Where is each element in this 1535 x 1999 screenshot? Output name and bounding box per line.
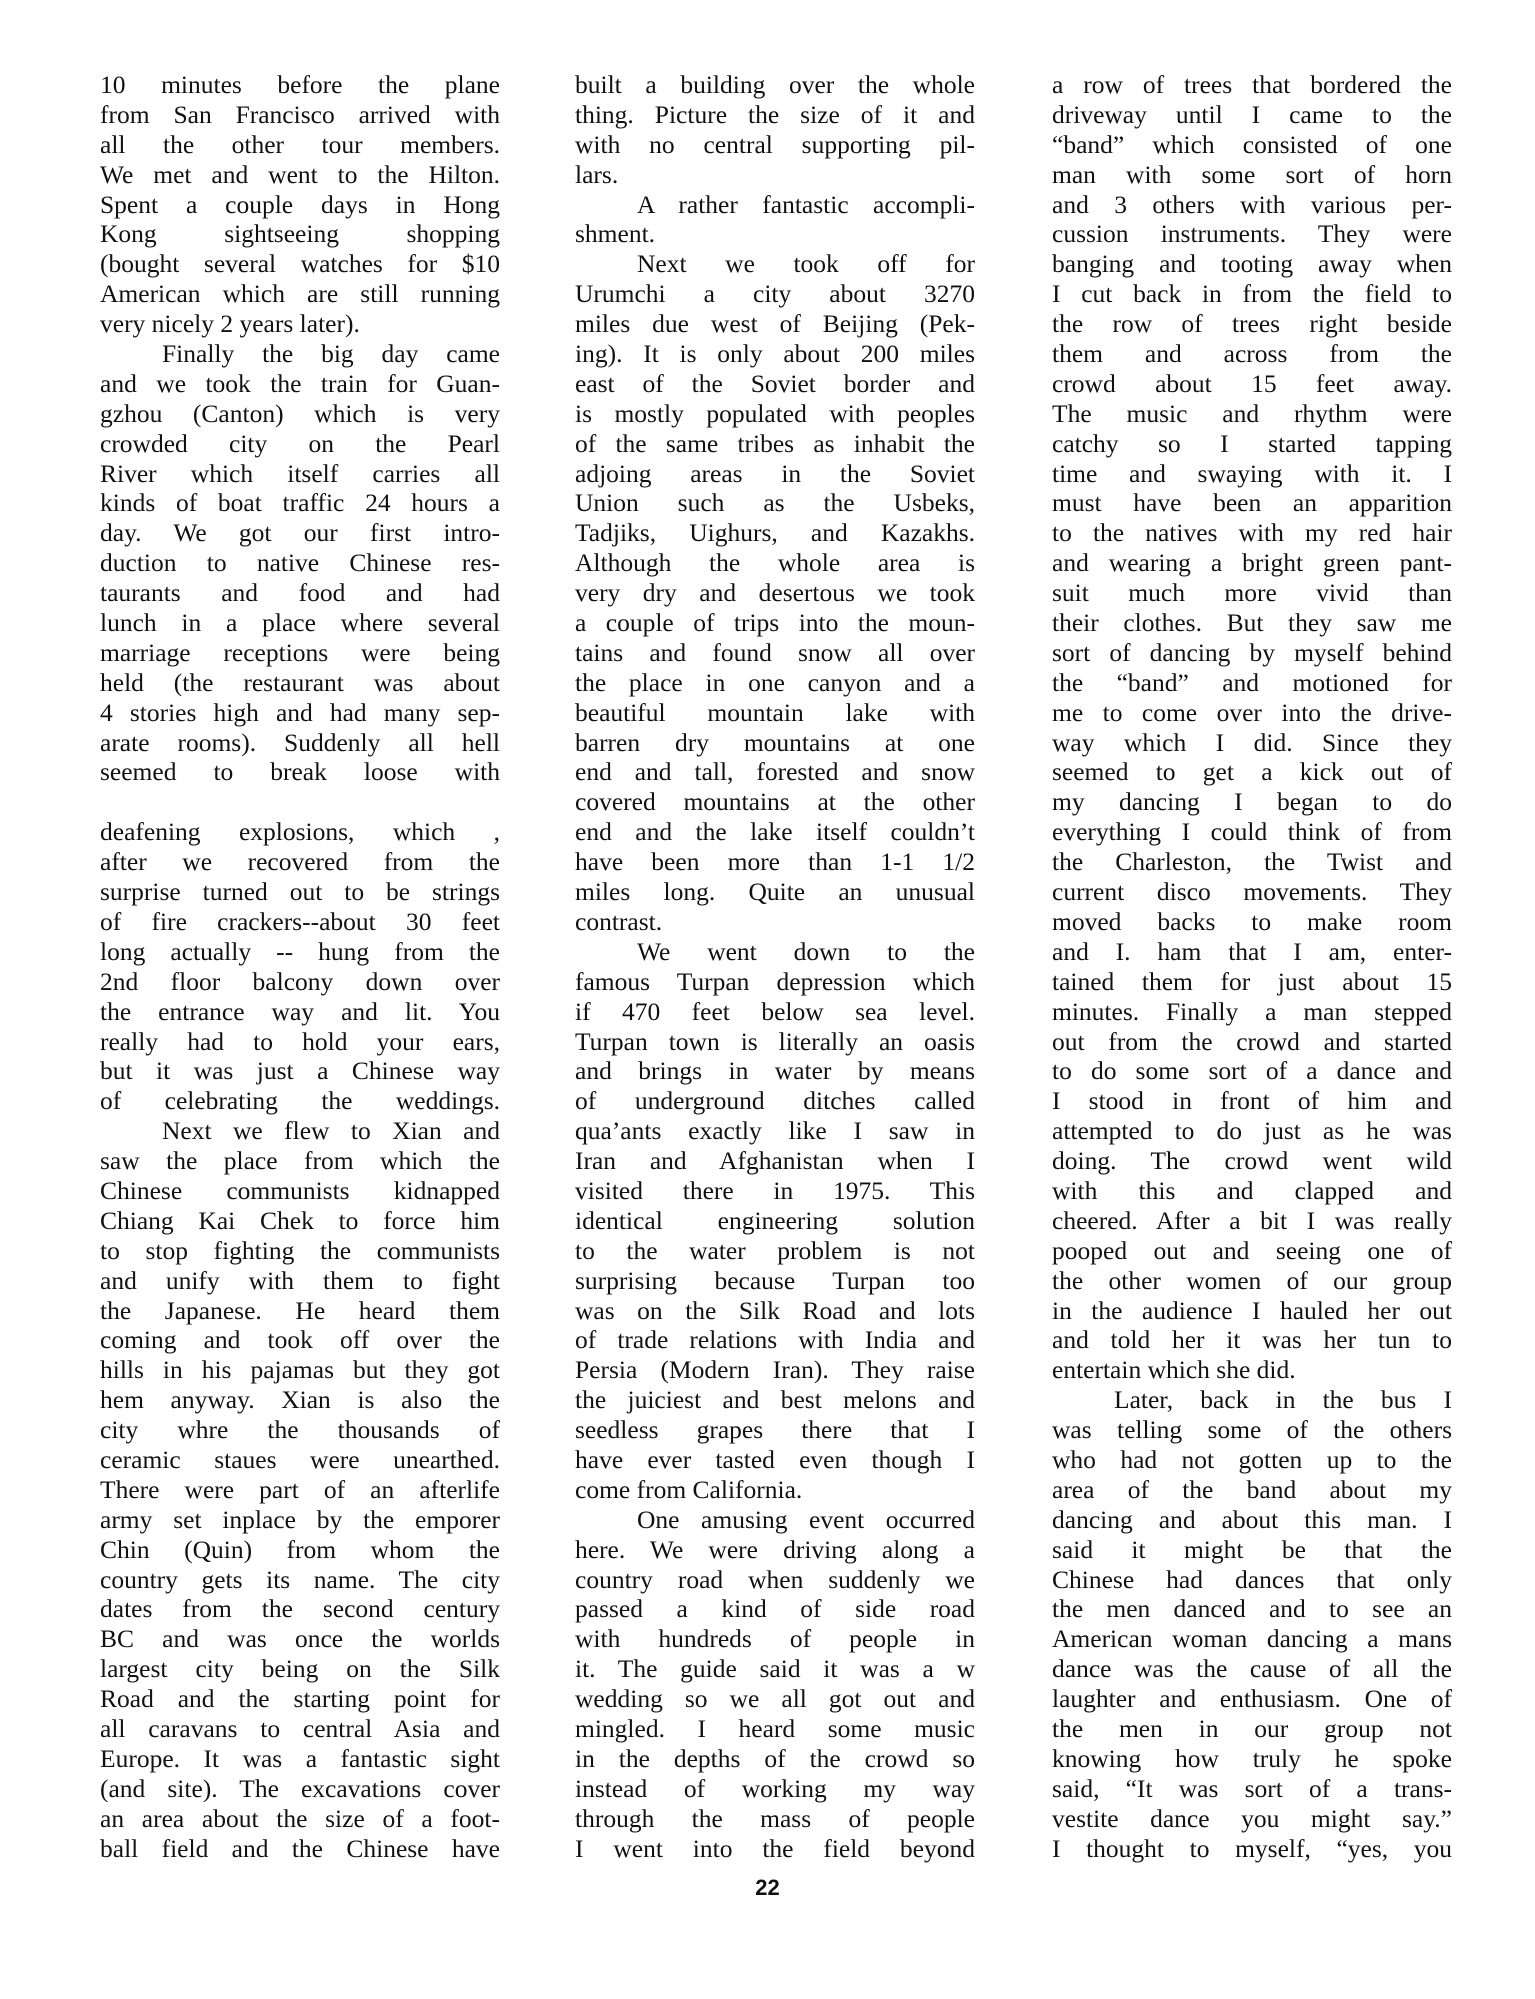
text-line: deafening explosions, which , — [100, 817, 500, 847]
text-line: A rather fantastic accompli- — [637, 189, 975, 219]
text-line: very nicely 2 years later). — [100, 309, 360, 339]
text-line: everything I could think of from — [1052, 817, 1452, 847]
text-line: the other women of our group — [1052, 1265, 1452, 1295]
text-line: really had to hold your ears, — [100, 1026, 500, 1056]
text-line: “band” which consisted of one — [1052, 129, 1452, 159]
text-line: We met and went to the Hilton. — [100, 159, 500, 189]
text-line: all the other tour members. — [100, 129, 500, 159]
text-line: 10 minutes before the plane — [100, 70, 500, 99]
text-line: miles long. Quite an unusual — [575, 877, 975, 907]
text-line: visited there in 1975. This — [575, 1175, 975, 1205]
text-line: tained them for just about 15 — [1052, 966, 1452, 996]
text-line: BC and was once the worlds — [100, 1624, 500, 1654]
text-line: I stood in front of him and — [1052, 1086, 1452, 1116]
text-line: pooped out and seeing one of — [1052, 1235, 1452, 1265]
text-line: and we took the train for Guan- — [100, 368, 500, 398]
text-line: shment. — [575, 219, 656, 249]
text-line: attempted to do just as he was — [1052, 1116, 1452, 1146]
text-line: knowing how truly he spoke — [1052, 1743, 1452, 1773]
text-line: the juiciest and best melons and — [575, 1385, 975, 1415]
text-line: I thought to myself, “yes, you — [1052, 1833, 1452, 1863]
text-line: end and tall, forested and snow — [575, 757, 975, 787]
text-line: a couple of trips into the moun- — [575, 608, 975, 638]
text-line: famous Turpan depression which — [575, 966, 975, 996]
text-line: of underground ditches called — [575, 1086, 975, 1116]
text-line: wedding so we all got out and — [575, 1684, 975, 1714]
text-line: seemed to break loose with — [100, 757, 500, 787]
text-line: was telling some of the others — [1052, 1415, 1452, 1445]
text-line: very dry and desertous we took — [575, 578, 975, 608]
text-line: One amusing event occurred — [637, 1504, 975, 1534]
text-line: after we recovered from the — [100, 847, 500, 877]
text-line: dance was the cause of all the — [1052, 1654, 1452, 1684]
text-line: Iran and Afghanistan when I — [575, 1146, 975, 1176]
text-line: contrast. — [575, 906, 663, 936]
text-line: out from the crowd and started — [1052, 1026, 1452, 1056]
text-line: my dancing I began to do — [1052, 787, 1452, 817]
text-line: their clothes. But they saw me — [1052, 608, 1452, 638]
text-line: (bought several watches for $10 — [100, 249, 500, 279]
text-line: mingled. I heard some music — [575, 1713, 975, 1743]
text-line: it. The guide said it was a w — [575, 1654, 975, 1684]
text-line: duction to native Chinese res- — [100, 548, 500, 578]
text-line: hem anyway. Xian is also the — [100, 1385, 500, 1415]
text-line: passed a kind of side road — [575, 1594, 975, 1624]
text-line: vestite dance you might say.” — [1052, 1803, 1452, 1833]
text-line: long actually -- hung from the — [100, 936, 500, 966]
text-line: dates from the second century — [100, 1594, 500, 1624]
text-line: I cut back in from the field to — [1052, 279, 1452, 309]
text-line: with hundreds of people in — [575, 1624, 975, 1654]
text-line: Chiang Kai Chek to force him — [100, 1205, 500, 1235]
text-line: here. We were driving along a — [575, 1534, 975, 1564]
text-line: to stop fighting the communists — [100, 1235, 500, 1265]
text-line: is mostly populated with peoples — [575, 398, 975, 428]
text-line: arate rooms). Suddenly all hell — [100, 727, 500, 757]
text-line: beautiful mountain lake with — [575, 697, 975, 727]
text-line: Next we flew to Xian and — [162, 1116, 500, 1146]
text-line: American woman dancing a mans — [1052, 1624, 1452, 1654]
text-line: Later, back in the bus I — [1114, 1385, 1452, 1415]
text-line: taurants and food and had — [100, 578, 500, 608]
text-line: with this and clapped and — [1052, 1175, 1452, 1205]
text-line: to do some sort of a dance and — [1052, 1056, 1452, 1086]
text-line: barren dry mountains at one — [575, 727, 975, 757]
text-line: with no central supporting pil- — [575, 129, 975, 159]
text-line: said, “It was sort of a trans- — [1052, 1773, 1452, 1803]
text-line: of the same tribes as inhabit the — [575, 428, 975, 458]
text-line: qua’ants exactly like I saw in — [575, 1116, 975, 1146]
text-line: Next we took off for — [637, 249, 975, 279]
text-line: end and the lake itself couldn’t — [575, 817, 975, 847]
text-line: and unify with them to fight — [100, 1265, 500, 1295]
text-line: gzhou (Canton) which is very — [100, 398, 500, 428]
column-break-gap — [100, 787, 500, 817]
text-line: day. We got our first intro- — [100, 518, 500, 548]
text-line: Spent a couple days in Hong — [100, 189, 500, 219]
text-line: the Charleston, the Twist and — [1052, 847, 1452, 877]
text-line: Tadjiks, Uighurs, and Kazakhs. — [575, 518, 975, 548]
text-line: must have been an apparition — [1052, 488, 1452, 518]
text-line: The music and rhythm were — [1052, 398, 1452, 428]
text-line: Although the whole area is — [575, 548, 975, 578]
text-line: time and swaying with it. I — [1052, 458, 1452, 488]
text-line: a row of trees that bordered the — [1052, 70, 1452, 99]
text-line: driveway until I came to the — [1052, 99, 1452, 129]
text-line: lunch in a place where several — [100, 608, 500, 638]
text-line: (and site). The excavations cover — [100, 1773, 500, 1803]
text-line: doing. The crowd went wild — [1052, 1146, 1452, 1176]
text-column-2 — [575, 70, 975, 1863]
text-line: come from California. — [575, 1474, 803, 1504]
text-column-1 — [100, 70, 500, 1863]
text-line: marriage receptions were being — [100, 637, 500, 667]
text-line: ing). It is only about 200 miles — [575, 339, 975, 369]
text-line: to the water problem is not — [575, 1235, 975, 1265]
text-line: seemed to get a kick out of — [1052, 757, 1452, 787]
text-line: Finally the big day came — [162, 339, 500, 369]
text-line: suit much more vivid than — [1052, 578, 1452, 608]
text-line: Urumchi a city about 3270 — [575, 279, 975, 309]
text-line: 2nd floor balcony down over — [100, 966, 500, 996]
text-line: banging and tooting away when — [1052, 249, 1452, 279]
text-line: Chinese communists kidnapped — [100, 1175, 500, 1205]
text-line: ceramic staues were unearthed. — [100, 1444, 500, 1474]
text-line: way which I did. Since they — [1052, 727, 1452, 757]
text-line: said it might be that the — [1052, 1534, 1452, 1564]
text-line: laughter and enthusiasm. One of — [1052, 1684, 1452, 1714]
text-line: have ever tasted even though I — [575, 1444, 975, 1474]
text-line: the place in one canyon and a — [575, 667, 975, 697]
text-line: instead of working my way — [575, 1773, 975, 1803]
text-line: surprise turned out to be strings — [100, 877, 500, 907]
text-line: the men danced and to see an — [1052, 1594, 1452, 1624]
text-line: moved backs to make room — [1052, 906, 1452, 936]
text-line: all caravans to central Asia and — [100, 1713, 500, 1743]
text-line: crowd about 15 feet away. — [1052, 368, 1452, 398]
text-line: if 470 feet below sea level. — [575, 996, 975, 1026]
text-line: lars. — [575, 159, 619, 189]
text-line: River which itself carries all — [100, 458, 500, 488]
text-line: minutes. Finally a man stepped — [1052, 996, 1452, 1026]
text-line: and I. ham that I am, enter- — [1052, 936, 1452, 966]
text-line: thing. Picture the size of it and — [575, 99, 975, 129]
text-line: in the depths of the crowd so — [575, 1743, 975, 1773]
text-line: Persia (Modern Iran). They raise — [575, 1355, 975, 1385]
text-line: We went down to the — [637, 936, 975, 966]
text-line: an area about the size of a foot- — [100, 1803, 500, 1833]
text-line: Kong sightseeing shopping — [100, 219, 500, 249]
text-line: and told her it was her tun to — [1052, 1325, 1452, 1355]
text-line: country gets its name. The city — [100, 1564, 500, 1594]
text-line: the row of trees right beside — [1052, 309, 1452, 339]
text-line: tains and found snow all over — [575, 637, 975, 667]
text-line: to the natives with my red hair — [1052, 518, 1452, 548]
text-line: and 3 others with various per- — [1052, 189, 1452, 219]
text-line: 4 stories high and had many sep- — [100, 697, 500, 727]
text-line: through the mass of people — [575, 1803, 975, 1833]
text-line: saw the place from which the — [100, 1146, 500, 1176]
text-line: sort of dancing by myself behind — [1052, 637, 1452, 667]
text-line: city whre the thousands of — [100, 1415, 500, 1445]
text-line: surprising because Turpan too — [575, 1265, 975, 1295]
text-line: hills in his pajamas but they got — [100, 1355, 500, 1385]
text-line: American which are still running — [100, 279, 500, 309]
text-line: area of the band about my — [1052, 1474, 1452, 1504]
text-line: seedless grapes there that I — [575, 1415, 975, 1445]
text-line: but it was just a Chinese way — [100, 1056, 500, 1086]
text-line: of fire crackers--about 30 feet — [100, 906, 500, 936]
text-line: Chin (Quin) from whom the — [100, 1534, 500, 1564]
text-line: covered mountains at the other — [575, 787, 975, 817]
text-line: the men in our group not — [1052, 1713, 1452, 1743]
text-line: Europe. It was a fantastic sight — [100, 1743, 500, 1773]
text-line: man with some sort of horn — [1052, 159, 1452, 189]
text-line: Union such as the Usbeks, — [575, 488, 975, 518]
text-line: I went into the field beyond — [575, 1833, 975, 1863]
text-line: dancing and about this man. I — [1052, 1504, 1452, 1534]
text-line: crowded city on the Pearl — [100, 428, 500, 458]
text-line: miles due west of Beijing (Pek- — [575, 309, 975, 339]
text-line: There were part of an afterlife — [100, 1474, 500, 1504]
text-line: have been more than 1-1 1/2 — [575, 847, 975, 877]
text-line: held (the restaurant was about — [100, 667, 500, 697]
text-line: Chinese had dances that only — [1052, 1564, 1452, 1594]
text-line: ball field and the Chinese have — [100, 1833, 500, 1863]
text-line: of trade relations with India and — [575, 1325, 975, 1355]
text-line: the entrance way and lit. You — [100, 996, 500, 1026]
text-line: cussion instruments. They were — [1052, 219, 1452, 249]
text-line: identical engineering solution — [575, 1205, 975, 1235]
text-line: largest city being on the Silk — [100, 1654, 500, 1684]
text-line: of celebrating the weddings. — [100, 1086, 500, 1116]
text-line: was on the Silk Road and lots — [575, 1295, 975, 1325]
text-line: country road when suddenly we — [575, 1564, 975, 1594]
text-line: entertain which she did. — [1052, 1355, 1296, 1385]
text-line: them and across from the — [1052, 339, 1452, 369]
text-line: kinds of boat traffic 24 hours a — [100, 488, 500, 518]
text-line: east of the Soviet border and — [575, 368, 975, 398]
text-line: the Japanese. He heard them — [100, 1295, 500, 1325]
text-line: the “band” and motioned for — [1052, 667, 1452, 697]
text-line: me to come over into the drive- — [1052, 697, 1452, 727]
text-line: adjoing areas in the Soviet — [575, 458, 975, 488]
text-column-3 — [1052, 70, 1452, 1863]
text-line: Turpan town is literally an oasis — [575, 1026, 975, 1056]
text-line: from San Francisco arrived with — [100, 99, 500, 129]
text-line: cheered. After a bit I was really — [1052, 1205, 1452, 1235]
text-line: army set inplace by the emporer — [100, 1504, 500, 1534]
text-line: who had not gotten up to the — [1052, 1444, 1452, 1474]
text-line: Road and the starting point for — [100, 1684, 500, 1714]
text-line: coming and took off over the — [100, 1325, 500, 1355]
text-line: and brings in water by means — [575, 1056, 975, 1086]
text-line: built a building over the whole — [575, 70, 975, 99]
text-line: and wearing a bright green pant- — [1052, 548, 1452, 578]
page-number: 22 — [755, 1875, 780, 1900]
text-line: in the audience I hauled her out — [1052, 1295, 1452, 1325]
text-line: catchy so I started tapping — [1052, 428, 1452, 458]
text-line: current disco movements. They — [1052, 877, 1452, 907]
